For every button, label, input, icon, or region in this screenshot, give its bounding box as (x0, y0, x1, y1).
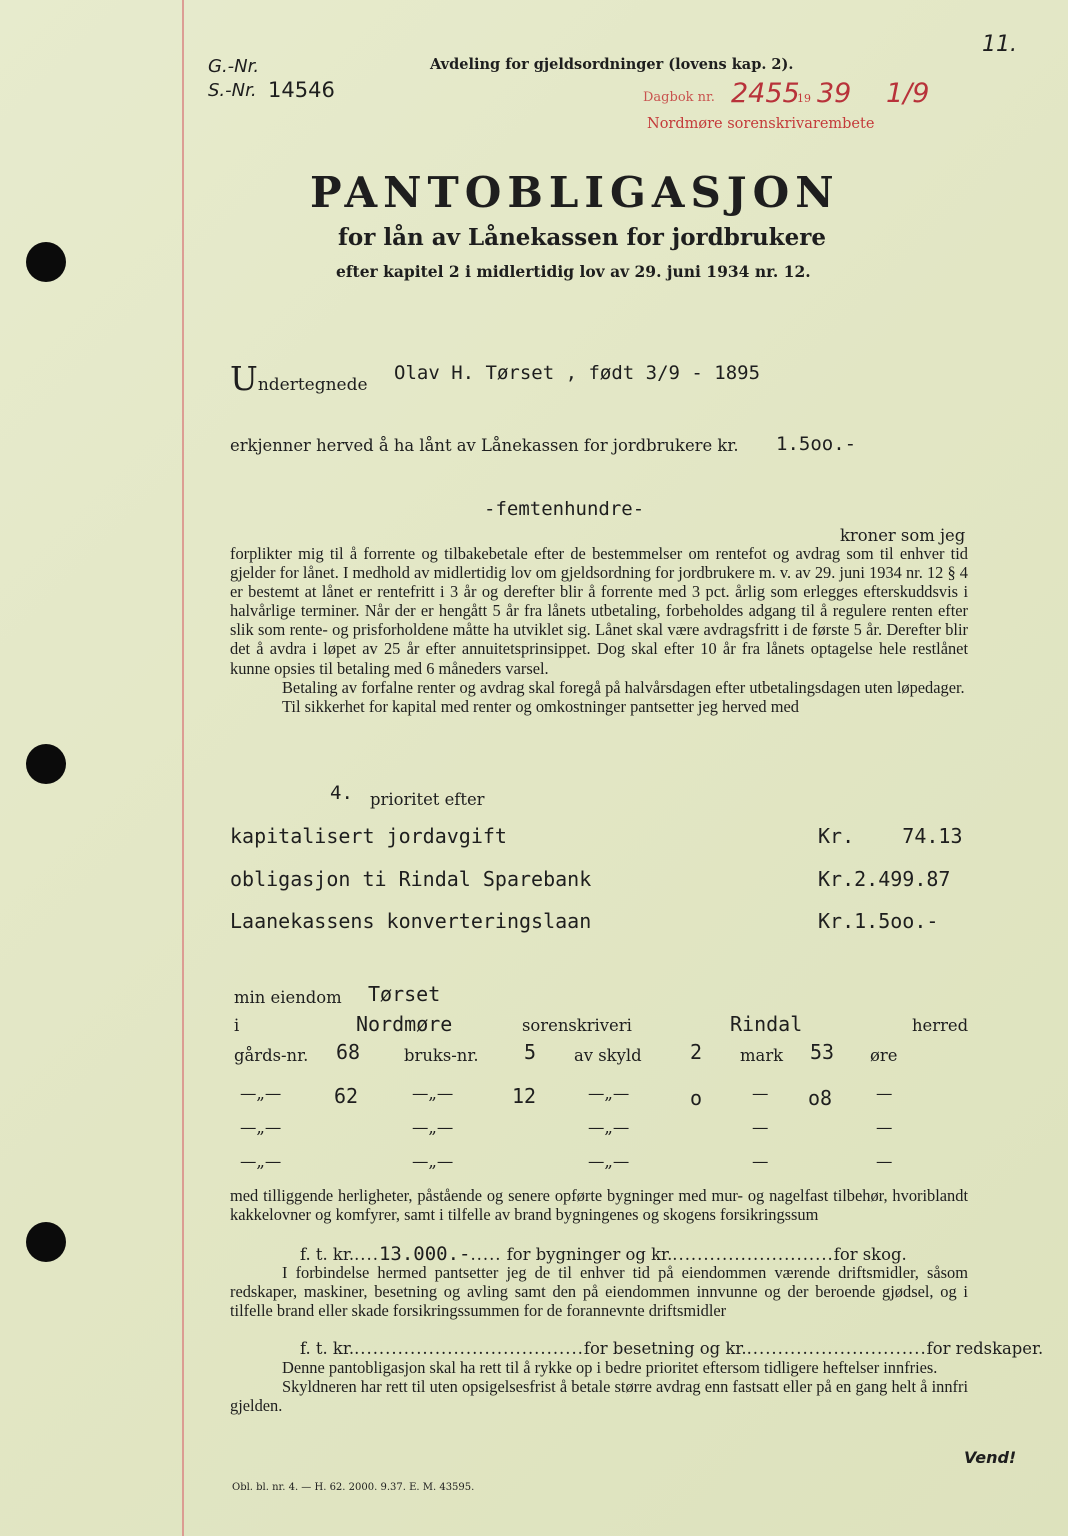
equipment-tools-label: for redskaper. (926, 1339, 1044, 1358)
dotted-fill: .......................... (672, 1245, 834, 1264)
punch-hole-middle (26, 744, 66, 784)
label-bruks-nr: bruks-nr. (404, 1046, 479, 1065)
insurance-forest-label: for skog. (833, 1245, 907, 1264)
dagbok-year-prefix: 19 (797, 92, 811, 105)
ditto-mark: —„— (588, 1152, 630, 1171)
ditto-mark: —„— (412, 1118, 454, 1137)
gards-nr-value: 62 (334, 1084, 359, 1108)
district-name: Nordmøre (356, 1012, 453, 1036)
insurance-amount: 13.000.- (378, 1243, 471, 1265)
belongings-text (230, 1186, 968, 1224)
lien-amount: Kr.1.5oo.- (818, 909, 939, 933)
loan-statement: erkjenner herved å ha lånt av Lånekassen for jordbrukere kr. (230, 436, 739, 455)
debtor-name: Olav H. Tørset , født 3/9 - 1895 (394, 362, 761, 384)
payment-paragraph: Betaling av forfalne renter og avdrag skal foregå på halvårsdagen efter utbetalingsdagen uten løpedager. (282, 677, 965, 697)
bruks-nr-value: 5 (524, 1040, 537, 1064)
dash-mark: — (876, 1152, 893, 1171)
s-nr-label: S.-Nr. (208, 80, 257, 101)
ore-value: 53 (810, 1040, 835, 1064)
dash-mark: — (752, 1152, 769, 1171)
label-ore: øre (870, 1046, 898, 1065)
punch-hole-bottom (26, 1222, 66, 1262)
ditto-mark: —„— (240, 1084, 282, 1103)
equipment-paragraph: I forbindelse hermed pantsetter jeg de til enhver tid på eiendommen værende driftsmidler, såsom redskaper, maskiner, besetning og avling samt den på eiendommen innvunne og der beroende gjødsel, og i tilfelle brand eller skade forsikringssummen for de forannevnte driftsmidler (230, 1263, 968, 1321)
insurance-buildings-label: for bygninger og kr. (506, 1245, 673, 1264)
priority-number: 4. (330, 782, 353, 804)
kroner-line: kroner som jeg (840, 526, 966, 545)
dagbok-year: 39 (817, 78, 852, 109)
label-mark: mark (740, 1046, 784, 1065)
insurance-prefix: f. t. kr. (300, 1245, 355, 1264)
dash-mark: — (876, 1118, 893, 1137)
repayment-clause: Skyldneren har rett til uten opsigelsesfrist å betale større avdrag enn fastsatt eller på en gang helt å innfri gjelden. (230, 1377, 968, 1416)
ditto-mark: —„— (412, 1084, 454, 1103)
document-title: PANTOBLIGASJON (310, 168, 840, 217)
lien-name: Laanekassens konverteringslaan (230, 909, 592, 933)
property-name: Tørset (368, 982, 441, 1006)
equipment-prefix: f. t. kr. (300, 1339, 355, 1358)
lien-name: obligasjon ti Rindal Sparebank (230, 867, 592, 891)
dagbok-date: 1/9 (886, 78, 930, 109)
dotted-fill: .... (354, 1245, 379, 1264)
municipality-name: Rindal (730, 1012, 803, 1036)
ore-value: o8 (808, 1086, 833, 1110)
lien-amount: Kr.2.499.87 (818, 867, 951, 891)
undersigned-rest: ndertegnede (257, 375, 368, 395)
priority-clause: Denne pantobligasjon skal ha rett til å rykke op i bedre prioritet eftersom tidligere heftelser innfries. (282, 1358, 938, 1377)
bruks-nr-value: 12 (512, 1084, 537, 1108)
document-subtitle: for lån av Lånekassen for jordbrukere (338, 224, 826, 251)
equipment-text (230, 1263, 968, 1320)
dotted-fill: ..... (470, 1245, 502, 1264)
dash-mark: — (752, 1118, 769, 1137)
security-paragraph: Til sikkerhet for kapital med renter og omkostninger pantsetter jeg herved med (282, 696, 799, 716)
dotted-fill: ............................. (746, 1339, 927, 1358)
dash-mark: — (752, 1084, 769, 1103)
loan-amount-words: -femtenhundre- (484, 498, 645, 520)
margin-line (182, 0, 184, 1536)
undersigned-initial: U (230, 359, 258, 398)
ditto-mark: —„— (588, 1084, 630, 1103)
vend-note: Vend! (964, 1448, 1017, 1467)
mark-value: 2 (690, 1040, 703, 1064)
equipment-livestock-label: for besetning og kr. (583, 1339, 747, 1358)
page-number: 11. (982, 32, 1017, 57)
gards-nr-value: 68 (336, 1040, 361, 1064)
closing-text (230, 1358, 968, 1415)
ditto-mark: —„— (412, 1152, 454, 1171)
form-reference: Obl. bl. nr. 4. — H. 62. 2000. 9.37. E. M. 43595. (232, 1482, 475, 1493)
ditto-mark: —„— (240, 1118, 282, 1137)
label-av-skyld: av skyld (574, 1046, 642, 1065)
label-herred: herred (912, 1016, 969, 1035)
belongings-paragraph: med tilliggende herligheter, påstående og senere opførte bygninger med mur- og nagelfast tilbehør, hvoriblandt kakkelovner og komfyrer, samt i tilfelle av brand bygningenes og skogens forsikringssum (230, 1186, 968, 1225)
law-reference: efter kapitel 2 i midlertidig lov av 29. juni 1934 nr. 12. (336, 262, 811, 281)
dash-mark: — (876, 1084, 893, 1103)
office-stamp: Nordmøre sorenskrivarembete (647, 116, 875, 132)
lien-name: kapitalisert jordavgift (230, 824, 507, 848)
priority-label: prioritet efter (370, 790, 485, 809)
s-nr-value: 14546 (268, 78, 335, 102)
loan-amount: 1.5oo.- (776, 433, 857, 455)
dotted-fill: ..................................... (354, 1339, 584, 1358)
punch-hole-top (26, 242, 66, 282)
label-gards-nr: gårds-nr. (234, 1046, 309, 1065)
ditto-mark: —„— (588, 1118, 630, 1137)
g-nr-label: G.-Nr. (208, 56, 260, 77)
lien-amount: Kr. 74.13 (818, 824, 963, 848)
insurance-line (300, 1243, 907, 1265)
mark-value: o (690, 1086, 703, 1110)
label-sorenskriveri: sorenskriveri (522, 1016, 632, 1035)
label-i: i (234, 1016, 240, 1035)
dagbok-number: 2455 (731, 78, 800, 109)
property-label: min eiendom (234, 988, 342, 1007)
equipment-line (300, 1339, 1043, 1358)
terms-text (230, 544, 968, 716)
ditto-mark: —„— (240, 1152, 282, 1171)
undersigned-label (230, 359, 368, 398)
department-heading: Avdeling for gjeldsordninger (lovens kap. 2). (430, 56, 794, 73)
terms-paragraph: forplikter mig til å forrente og tilbakebetale efter de bestemmelser om rentefot og avdrag som til enhver tid gjelder for lånet. I medhold av midlertidig lov om gjeldsordning for jordbrukere m. v. av 29. juni 1934 nr. 12 § 4 er bestemt at lånet er rentefritt i 3 år og derefter blir å forrente med 3 pct. årlig som erlegges efterskuddsvis i halvårlige terminer. Når der er hengått 5 år fra lånets utbetaling, forbeholdes adgang til å regulere renten efter slik som rente- og prisforholdene måtte ha utviklet sig. Lånet skal være avdragsfritt i de første 5 år. Derefter blir det å avdra i løpet av 25 år efter annuitetsprinsippet. Dog skal efter 10 år fra lånets optagelse hele restlånet kunne opsies til betaling med 6 måneders varsel. (230, 544, 968, 678)
dagbok-label: Dagbok nr. (643, 90, 715, 105)
